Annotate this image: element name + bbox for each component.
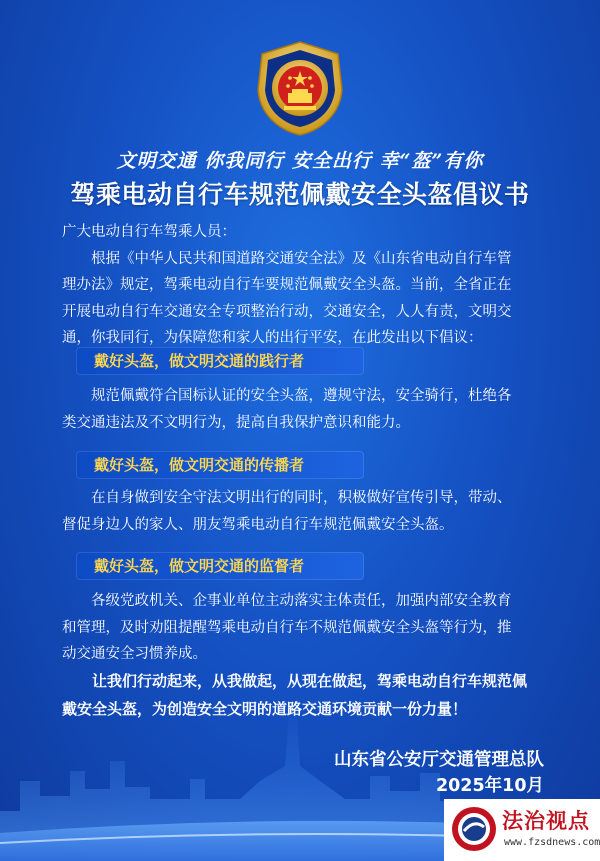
section-body-supervisor	[62, 588, 538, 668]
brand-logo-icon	[450, 805, 498, 853]
signature-org: 山东省公安厅交通管理总队	[334, 750, 544, 770]
brand-name: 法治视点	[502, 809, 590, 833]
intro-line: 理办法》规定，驾乘电动自行车要规范佩戴安全头盔。当前，全省正在	[62, 277, 512, 294]
call-line: 戴安全头盔，为创造安全文明的道路交通环境贡献一份力量！	[62, 700, 468, 718]
section-heading-promoter: 戴好头盔，做文明交通的传播者	[76, 451, 364, 479]
intro-line: 根据《中华人民共和国道路交通安全法》及《山东省电动自行车管	[91, 250, 512, 267]
section-line: 规范佩戴符合国标认证的安全头盔，遵规守法，安全骑行，杜绝各	[91, 388, 512, 404]
brand-site: www.fzsdnews.com	[504, 837, 600, 848]
section-line: 类交通违法及不文明行为，提高自我保护意识和能力。	[62, 414, 410, 431]
signature	[334, 747, 544, 799]
watermark-brand	[444, 799, 600, 861]
section-line: 各级党政机关、企事业单位主动落实主体责任，加强内部安全教育	[91, 593, 512, 609]
section-heading-practitioner: 戴好头盔，做文明交通的践行者	[76, 347, 364, 375]
call-line: 让我们行动起来，从我做起，从现在做起，驾乘电动自行车规范佩	[92, 672, 528, 690]
slogan: 文明交通 你我同行 安全出行 幸“盔”有你	[116, 150, 484, 172]
signature-date: 2025年10月	[435, 776, 544, 796]
section-heading-supervisor: 戴好头盔，做文明交通的监督者	[76, 552, 364, 580]
salutation: 广大电动自行车驾乘人员：	[62, 224, 236, 240]
police-emblem-icon	[250, 38, 350, 138]
section-line: 动交通安全习惯养成。	[62, 646, 207, 663]
intro-line: 通，你我同行，为保障您和家人的出行平安，在此发出以下倡议：	[62, 330, 483, 347]
section-line: 督促身边人的家人、朋友驾乘电动自行车规范佩戴安全头盔。	[62, 516, 454, 533]
section-line: 和管理，及时劝阻提醒驾乘电动自行车不规范佩戴安全头盔等行为，推	[62, 619, 512, 636]
intro-line: 开展电动自行车交通安全专项整治行动，交通安全，人人有责，文明交	[62, 303, 512, 320]
section-body-promoter	[62, 485, 538, 538]
section-body-practitioner	[62, 383, 538, 436]
page-title: 驾乘电动自行车规范佩戴安全头盔倡议书	[70, 180, 530, 209]
intro	[62, 219, 538, 352]
section-line: 在自身做到安全守法文明出行的同时，积极做好宣传引导，带动、	[91, 490, 512, 506]
